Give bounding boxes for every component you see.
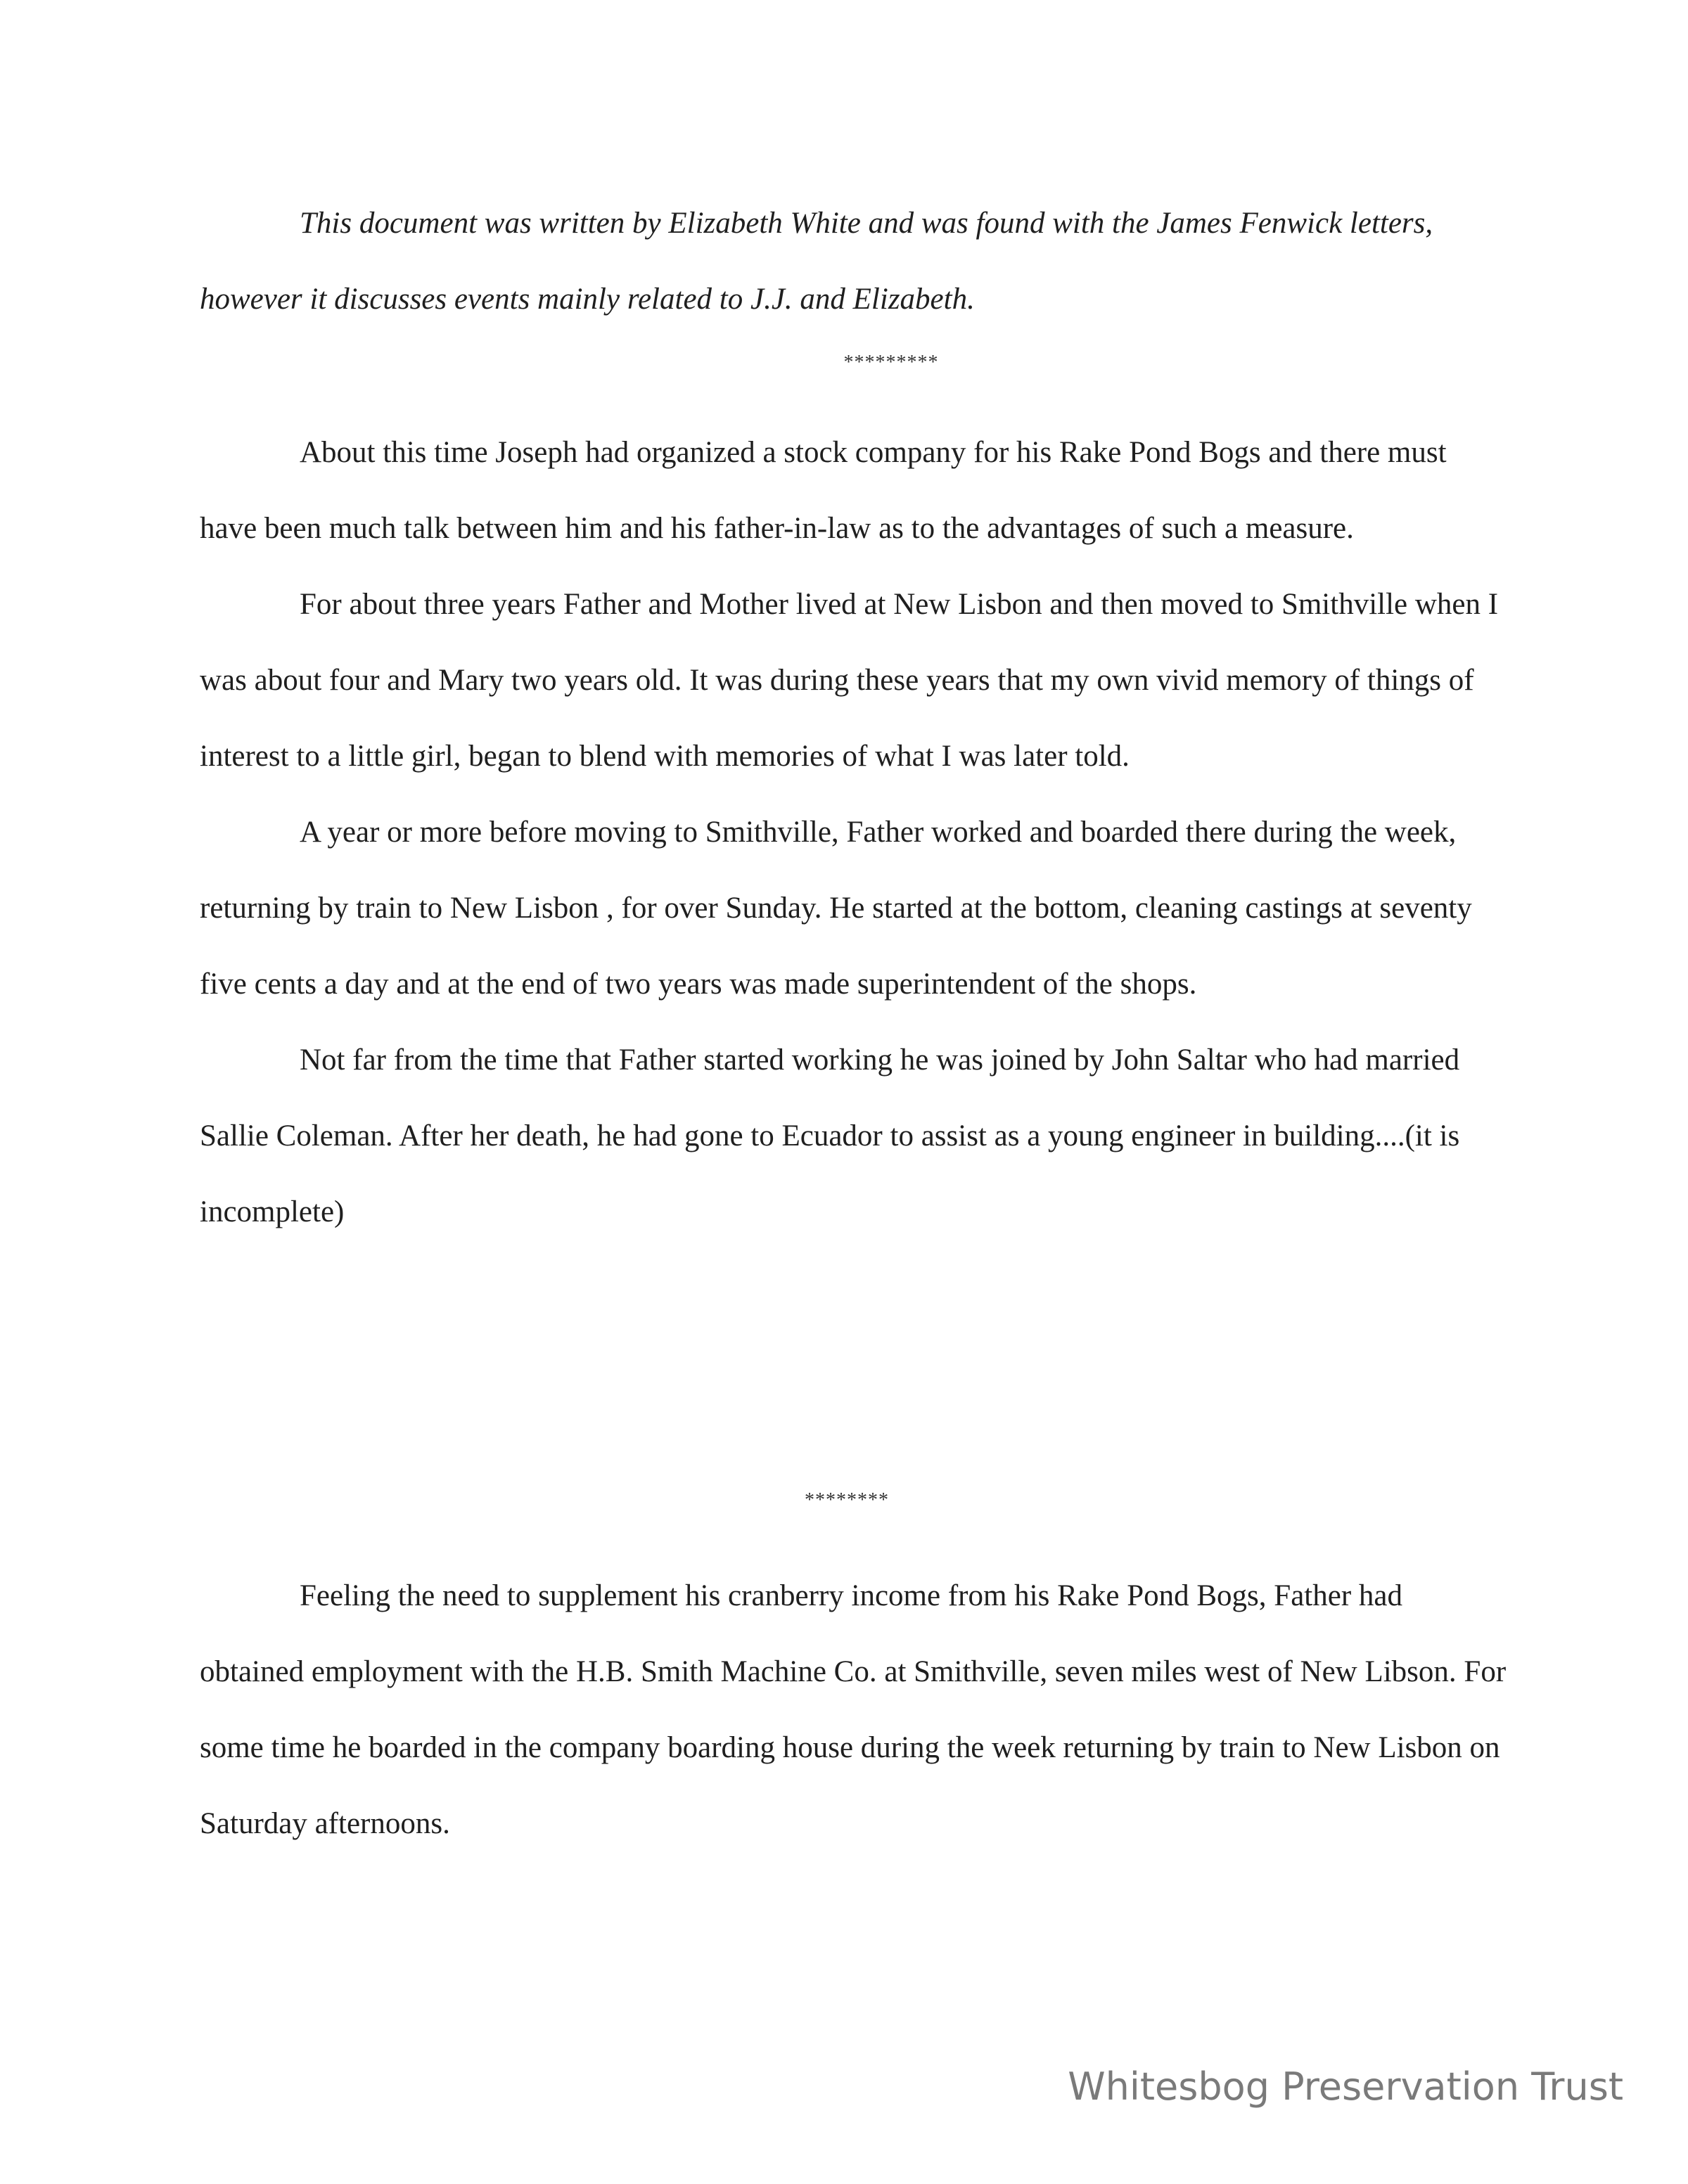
paragraph-john-saltar: Not far from the time that Father started working he was joined by John Saltar who had married Sallie Coleman. After her death, he had gone to Ecuador to assist as a young engineer in building....(it is incomplete) xyxy=(200,1043,1460,1228)
paragraph-new-lisbon: For about three years Father and Mother lived at New Lisbon and then moved to Smithville when I was about four and Mary two years old. It was during these years that my own vivid memory of things of interest to a little girl, began to blend with memories of what I was later told. xyxy=(200,588,1499,773)
section-a xyxy=(200,415,1511,1250)
section-b xyxy=(200,1558,1511,1862)
footer-watermark: Whitesbog Preservation Trust xyxy=(1068,2064,1623,2109)
paragraph-stock-company: About this time Joseph had organized a stock company for his Rake Pond Bogs and there must have been much talk between him and his father-in-law as to the advantages of such a measure. xyxy=(200,436,1447,545)
intro-paragraph: This document was written by Elizabeth White and was found with the James Fenwick letters, however it discusses events mainly related to J.J. and Elizabeth. xyxy=(200,207,1433,316)
separator-first: ********* xyxy=(843,352,939,373)
separator-second: ******** xyxy=(805,1489,889,1511)
paragraph-cranberry-income: Feeling the need to supplement his cranberry income from his Rake Pond Bogs, Father had obtained employment with the H.B. Smith Machine Co. at Smithville, seven miles west of New Libson. For some time he boarded in the company boarding house during the week returning by train to New Lisbon on Saturday afternoons. xyxy=(200,1579,1507,1840)
intro-note xyxy=(200,186,1511,338)
paragraph-smithville-work: A year or more before moving to Smithville, Father worked and boarded there during the week, returning by train to New Lisbon , for over Sunday. He started at the bottom, cleaning castings at seventy five cents a day and at the end of two years was made superintendent of the shops. xyxy=(200,816,1472,1001)
